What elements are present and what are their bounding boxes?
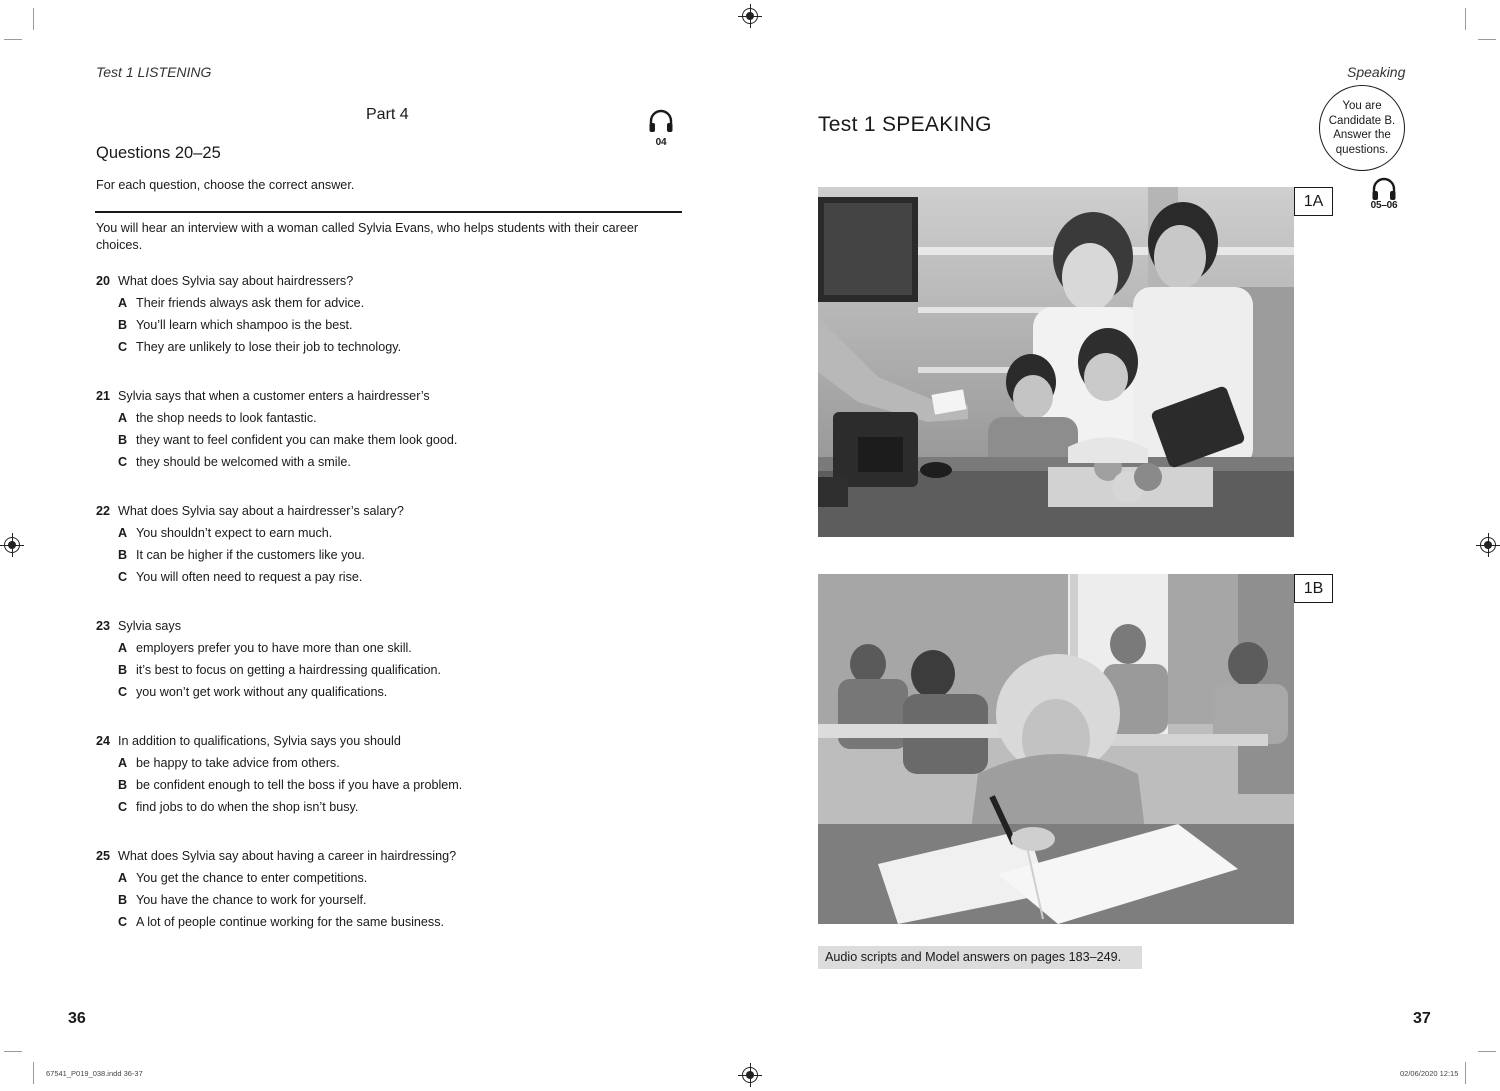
option-text: they should be welcomed with a smile. (136, 455, 351, 469)
option-letter: C (118, 340, 128, 354)
option-letter: C (118, 915, 128, 929)
answer-option[interactable] (96, 451, 686, 473)
option-text: be confident enough to tell the boss if you have a problem. (136, 778, 463, 792)
option-letter: B (118, 548, 128, 562)
candidate-note (1319, 85, 1405, 171)
question-stem (96, 845, 686, 867)
question-25 (96, 845, 686, 933)
crop-mark (33, 8, 34, 30)
option-letter: A (118, 641, 128, 655)
question-20 (96, 270, 686, 358)
option-letter: B (118, 433, 128, 447)
answer-option[interactable] (96, 889, 686, 911)
instruction-text: For each question, choose the correct answer. (96, 178, 355, 192)
option-text: be happy to take advice from others. (136, 756, 340, 770)
option-letter: C (118, 800, 128, 814)
option-letter: B (118, 663, 128, 677)
photo-1a-shop-checkout (818, 187, 1294, 537)
option-text: you won’t get work without any qualifications. (136, 685, 388, 699)
answer-option[interactable] (96, 867, 686, 889)
question-number: 25 (96, 849, 111, 863)
answer-option[interactable] (96, 911, 686, 933)
option-text: A lot of people continue working for the same business. (136, 915, 445, 929)
question-text: What does Sylvia say about a hairdresser’s salary? (118, 504, 404, 518)
question-number: 24 (96, 734, 111, 748)
crop-mark (1478, 39, 1496, 40)
crop-mark (4, 1051, 22, 1052)
audio-track-badge-speaking[interactable] (1366, 176, 1402, 211)
option-text: It can be higher if the customers like you. (136, 548, 365, 562)
divider (95, 211, 682, 213)
question-stem (96, 385, 686, 407)
registration-mark-icon (4, 537, 20, 553)
option-letter: C (118, 570, 128, 584)
answer-option[interactable] (96, 774, 686, 796)
question-text: What does Sylvia say about having a career in hairdressing? (118, 849, 457, 863)
option-letter: A (118, 756, 128, 770)
question-number: 20 (96, 274, 111, 288)
answer-option[interactable] (96, 659, 686, 681)
answer-option[interactable] (96, 752, 686, 774)
question-stem (96, 270, 686, 292)
headphones-icon (1366, 176, 1402, 202)
print-slug: 67541_P019_038.indd 36-37 (46, 1069, 143, 1078)
question-text: Sylvia says (118, 619, 181, 633)
questions-heading: Questions 20–25 (96, 144, 221, 162)
question-24 (96, 730, 686, 818)
audio-track-number: 05–06 (1370, 200, 1398, 211)
question-22 (96, 500, 686, 588)
option-text: employers prefer you to have more than one skill. (136, 641, 412, 655)
option-letter: B (118, 893, 128, 907)
page-number-right: 37 (1413, 1010, 1431, 1027)
question-text: Sylvia says that when a customer enters a hairdresser’s (118, 389, 430, 403)
candidate-note-text: You are Candidate B. Answer the questions. (1328, 100, 1396, 156)
option-letter: A (118, 871, 128, 885)
option-letter: C (118, 455, 128, 469)
print-date-slug: 02/06/2020 12:15 (1400, 1069, 1459, 1078)
option-letter: B (118, 778, 128, 792)
option-letter: A (118, 526, 128, 540)
option-text: find jobs to do when the shop isn’t busy. (136, 800, 359, 814)
option-text: You have the chance to work for yourself. (136, 893, 367, 907)
question-stem (96, 615, 686, 637)
answer-option[interactable] (96, 407, 686, 429)
question-number: 22 (96, 504, 111, 518)
answer-option[interactable] (96, 336, 686, 358)
registration-mark-icon (742, 8, 758, 24)
answer-option[interactable] (96, 292, 686, 314)
registration-mark-icon (1480, 537, 1496, 553)
option-letter: A (118, 411, 128, 425)
crop-mark (1465, 8, 1466, 30)
answer-option[interactable] (96, 566, 686, 588)
page-number-left: 36 (68, 1010, 86, 1027)
option-text: the shop needs to look fantastic. (136, 411, 317, 425)
question-text: What does Sylvia say about hairdressers? (118, 274, 354, 288)
answer-option[interactable] (96, 681, 686, 703)
answer-option[interactable] (96, 314, 686, 336)
option-letter: C (118, 685, 128, 699)
answer-option[interactable] (96, 522, 686, 544)
option-letter: A (118, 296, 128, 310)
question-number: 23 (96, 619, 111, 633)
option-text: it’s best to focus on getting a hairdressing qualification. (136, 663, 441, 677)
photo-label-1b: 1B (1294, 574, 1333, 603)
audio-scripts-note: Audio scripts and Model answers on pages 183–249. (818, 946, 1142, 969)
option-text: You’ll learn which shampoo is the best. (136, 318, 353, 332)
option-text: You shouldn’t expect to earn much. (136, 526, 333, 540)
question-21 (96, 385, 686, 473)
question-number: 21 (96, 389, 111, 403)
page-title: Test 1 SPEAKING (818, 113, 992, 136)
intro-text: You will hear an interview with a woman called Sylvia Evans, who helps students with their career choices. (96, 221, 639, 252)
headphones-icon (647, 108, 675, 134)
registration-mark-icon (742, 1067, 758, 1083)
photo-label-1a: 1A (1294, 187, 1333, 216)
option-text: You get the chance to enter competitions. (136, 871, 368, 885)
question-23 (96, 615, 686, 703)
running-head-right: Speaking (1347, 64, 1406, 80)
question-stem (96, 500, 686, 522)
crop-mark (4, 39, 22, 40)
audio-track-number: 04 (655, 137, 667, 148)
question-text: In addition to qualifications, Sylvia says you should (118, 734, 401, 748)
option-text: Their friends always ask them for advice. (136, 296, 365, 310)
running-head-left: Test 1 LISTENING (96, 64, 212, 80)
option-text: You will often need to request a pay rise. (136, 570, 363, 584)
audio-track-badge[interactable] (647, 108, 675, 148)
crop-mark (1465, 1062, 1466, 1084)
answer-option[interactable] (96, 796, 686, 818)
photo-1b-classroom (818, 574, 1294, 924)
answer-option[interactable] (96, 429, 686, 451)
question-stem (96, 730, 686, 752)
option-text: they want to feel confident you can make them look good. (136, 433, 458, 447)
crop-mark (1478, 1051, 1496, 1052)
answer-option[interactable] (96, 637, 686, 659)
answer-option[interactable] (96, 544, 686, 566)
option-letter: B (118, 318, 128, 332)
crop-mark (33, 1062, 34, 1084)
option-text: They are unlikely to lose their job to technology. (136, 340, 402, 354)
part-title: Part 4 (366, 106, 409, 123)
